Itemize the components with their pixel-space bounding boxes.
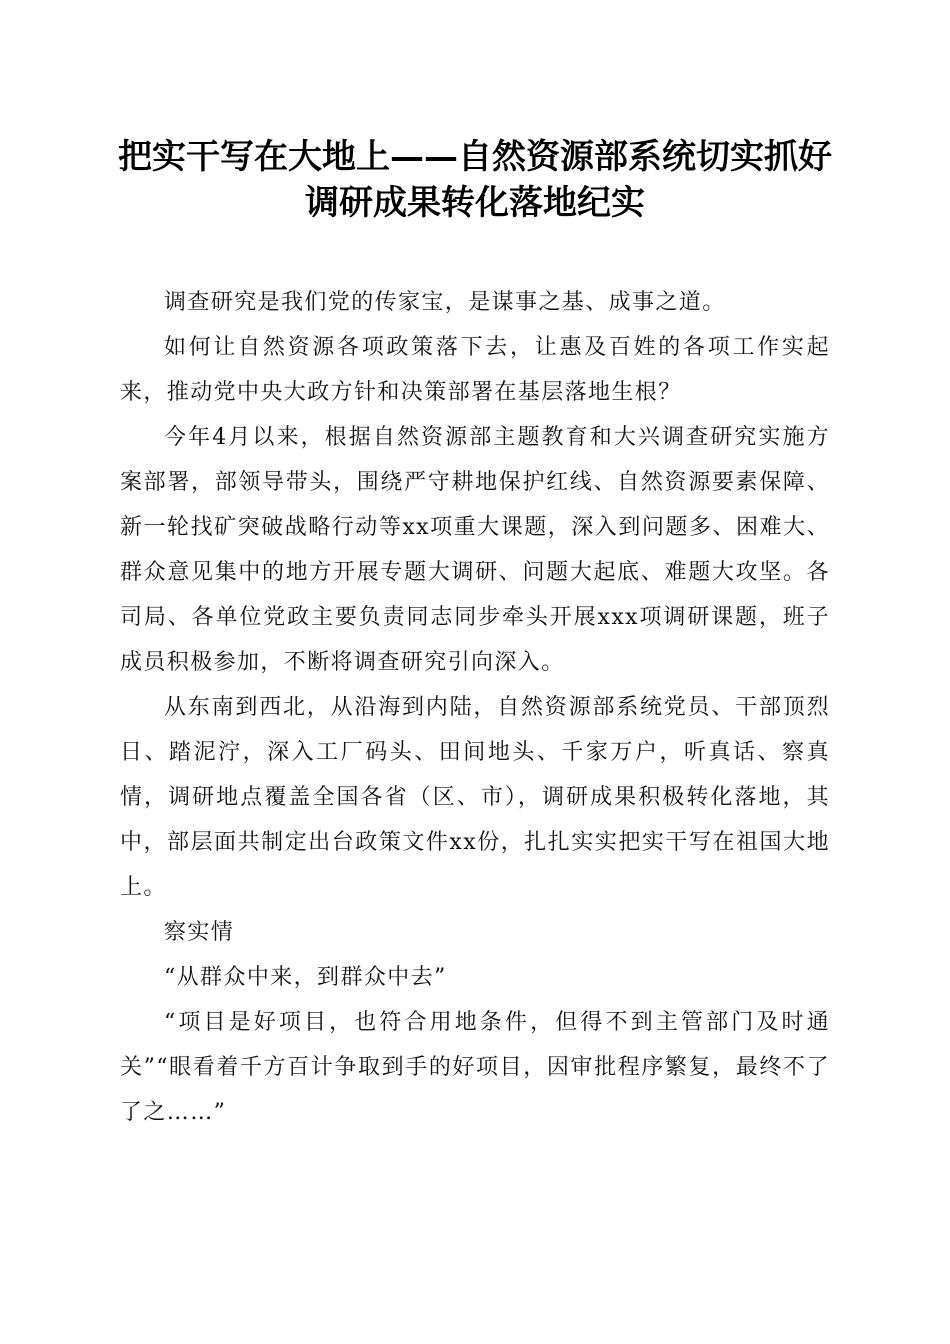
paragraph-question: 如何让自然资源各项政策落下去，让惠及百姓的各项工作实起来，推动党中央大政方针和决策部署在基层落地生根？ [120, 335, 830, 405]
paragraph-april-research: 今年4月以来，根据自然资源部主题教育和大兴调查研究实施方案部署，部领导带头，围绕严守耕地保护红线、自然资源要素保障、新一轮找矿突破战略行动等xx项重大课题，深入到问题多、困难大、群众意见集中的地方开展专题大调研、问题大起底、难题大攻坚。各司局、各单位党政主要负责同志同步牵头开展xxx项调研课题，班子成员积极参加，不断将调查研究引向深入。 [120, 425, 830, 675]
document-body [120, 280, 830, 1135]
paragraph-quote-projects: “项目是好项目，也符合用地条件，但得不到主管部门及时通关”“眼看着千方百计争取到手的好项目，因审批程序繁复，最终不了了之……” [120, 1010, 830, 1125]
paragraph-nationwide-coverage: 从东南到西北，从沿海到内陆，自然资源部系统党员、干部顶烈日、踏泥泞，深入工厂码头、田间地头、千家万户，听真话、察真情，调研地点覆盖全国各省（区、市），调研成果积极转化落地，其中，部层面共制定出台政策文件xx份，扎扎实实把实干写在祖国大地上。 [120, 695, 830, 900]
paragraph-quote-masses: “从群众中来，到群众中去” [164, 965, 447, 990]
paragraph-intro: 调查研究是我们党的传家宝，是谋事之基、成事之道。 [164, 290, 726, 315]
section-heading-cha-shi-qing: 察实情 [164, 920, 235, 945]
document-title: 把实干写在大地上——自然资源部系统切实抓好调研成果转化落地纪实 [118, 137, 832, 223]
